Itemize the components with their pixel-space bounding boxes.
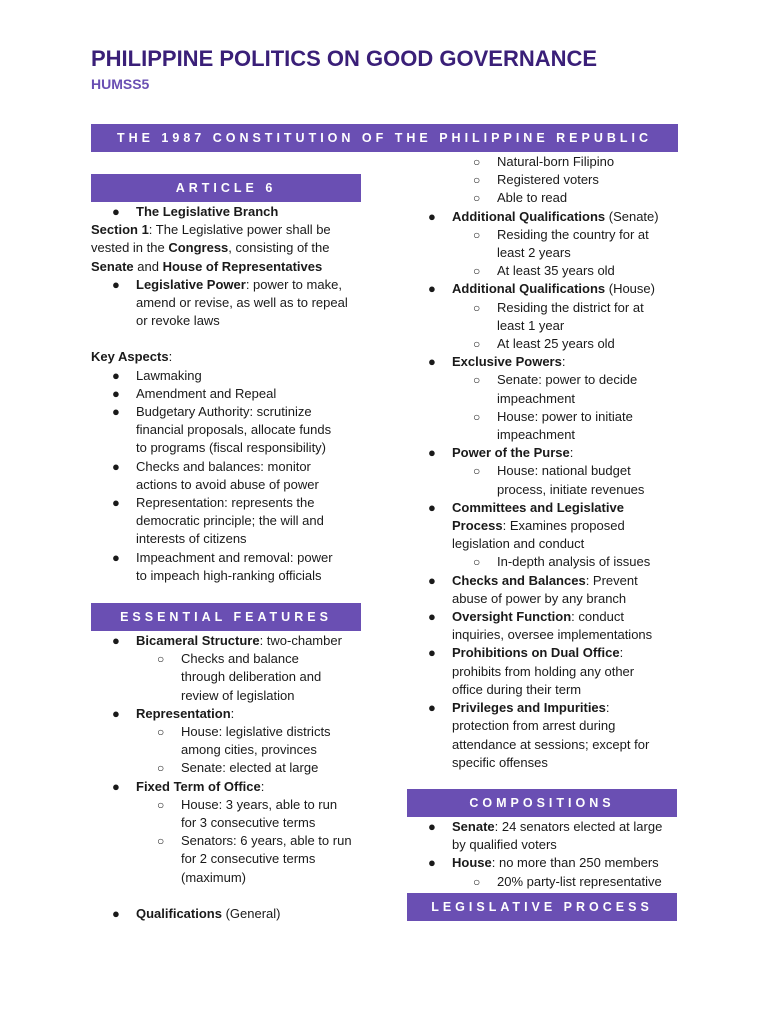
bullet-icon: ● bbox=[428, 819, 436, 834]
list-item: ● Committees and Legislative bbox=[407, 499, 707, 517]
list-item: ● Representation: represents the bbox=[91, 494, 381, 512]
sub-list-item: ○ Able to read bbox=[407, 189, 707, 207]
list-item: ● Power of the Purse: bbox=[407, 444, 707, 462]
sub-list-item: ○ House: national budget bbox=[407, 462, 707, 480]
list-item: ● Qualifications (General) bbox=[91, 905, 381, 923]
essential-features-banner: ESSENTIAL FEATURES bbox=[91, 603, 361, 631]
sub-list-item: ○ 20% party-list representative bbox=[407, 873, 707, 891]
section-1-text: Section 1: The Legislative power shall be bbox=[91, 222, 331, 238]
list-item: ● Representation: bbox=[91, 705, 381, 723]
bullet-icon: ● bbox=[112, 404, 120, 420]
sub-list-item: ○ House: power to initiate bbox=[407, 408, 707, 426]
sub-list-item: ○ Senators: 6 years, able to run bbox=[91, 832, 381, 850]
constitution-banner: THE 1987 CONSTITUTION OF THE PHILIPPINE REPUBLIC bbox=[91, 124, 678, 152]
list-item: ● Legislative Power: power to make, bbox=[91, 276, 381, 294]
circle-bullet-icon: ○ bbox=[473, 264, 481, 279]
sub-list-item: ○ Residing the district for at bbox=[407, 299, 707, 317]
bullet-icon: ● bbox=[112, 276, 120, 292]
bullet-icon: ● bbox=[112, 495, 120, 511]
list-item: ● Checks and balances: monitor bbox=[91, 458, 381, 476]
circle-bullet-icon: ○ bbox=[473, 874, 481, 889]
list-item: ● House: no more than 250 members bbox=[407, 854, 707, 872]
bullet-icon: ● bbox=[428, 855, 436, 871]
circle-bullet-icon: ○ bbox=[473, 409, 481, 424]
list-item: ● Privileges and Impurities: bbox=[407, 699, 707, 717]
list-item: ● Bicameral Structure: two-chamber bbox=[91, 632, 381, 650]
circle-bullet-icon: ○ bbox=[157, 834, 165, 849]
list-item: ● Budgetary Authority: scrutinize bbox=[91, 403, 381, 421]
circle-bullet-icon: ○ bbox=[473, 300, 481, 315]
bullet-icon: ● bbox=[112, 905, 120, 921]
circle-bullet-icon: ○ bbox=[157, 761, 165, 776]
list-item: ● Fixed Term of Office: bbox=[91, 778, 381, 796]
bullet-icon: ● bbox=[112, 549, 120, 565]
sub-list-item: ○ House: 3 years, able to run bbox=[91, 796, 381, 814]
sub-list-item: ○ Senate: elected at large bbox=[91, 759, 381, 777]
circle-bullet-icon: ○ bbox=[157, 652, 165, 667]
sub-list-item: ○ In-depth analysis of issues bbox=[407, 553, 707, 571]
list-item: ● Oversight Function: conduct bbox=[407, 608, 707, 626]
essential-features-list: ● Bicameral Structure: two-chamber ○ Checks and balance through deliberation and review of legislation ● Representation: ○ House: legislative districts among cities, provinces ○ Senate: elected at large ● Fixed Term of Office: ○ House: 3 years, able to run for 3 consecutive terms ○ Senators: 6 years, able to run for 2 consecutive terms (maximum) ● Qualifications (General) bbox=[91, 632, 381, 923]
bullet-icon: ● bbox=[112, 633, 120, 648]
list-item: ● Checks and Balances: Prevent bbox=[407, 572, 707, 590]
circle-bullet-icon: ○ bbox=[473, 373, 481, 388]
list-item: ● Prohibitions on Dual Office: bbox=[407, 644, 707, 662]
sub-list-item: ○ At least 25 years old bbox=[407, 335, 707, 353]
sub-list-item: ○ Senate: power to decide bbox=[407, 371, 707, 389]
bullet-icon: ● bbox=[112, 385, 120, 401]
circle-bullet-icon: ○ bbox=[473, 227, 481, 242]
page-title: PHILIPPINE POLITICS ON GOOD GOVERNANCE bbox=[91, 46, 598, 71]
bullet-icon: ● bbox=[112, 705, 120, 721]
list-item: ● Additional Qualifications (Senate) bbox=[407, 208, 707, 226]
bullet-icon: ● bbox=[428, 572, 436, 588]
bullet-icon: ● bbox=[428, 354, 436, 370]
sub-list-item: ○ House: legislative districts bbox=[91, 723, 381, 741]
sub-list-item: ○ Natural-born Filipino bbox=[407, 153, 707, 171]
sub-list-item: ○ At least 35 years old bbox=[407, 262, 707, 280]
compositions-banner: COMPOSITIONS bbox=[407, 789, 677, 817]
article-6-banner: ARTICLE 6 bbox=[91, 174, 361, 202]
bullet-icon: ● bbox=[112, 458, 120, 474]
circle-bullet-icon: ○ bbox=[473, 173, 481, 188]
sub-list-item: ○ Residing the country for at bbox=[407, 226, 707, 244]
circle-bullet-icon: ○ bbox=[157, 797, 165, 812]
list-item: ● Impeachment and removal: power bbox=[91, 549, 381, 567]
list-item: ● Exclusive Powers: bbox=[407, 353, 707, 371]
list-item: ● The Legislative Branch bbox=[91, 203, 381, 221]
list-item: ● Lawmaking bbox=[91, 367, 381, 385]
bullet-icon: ● bbox=[428, 609, 436, 625]
circle-bullet-icon: ○ bbox=[157, 725, 165, 740]
list-item: ● Senate: 24 senators elected at large bbox=[407, 818, 707, 836]
list-item: ● Additional Qualifications (House) bbox=[407, 280, 707, 298]
circle-bullet-icon: ○ bbox=[473, 191, 481, 206]
list-item: ● Amendment and Repeal bbox=[91, 385, 381, 403]
bullet-icon: ● bbox=[428, 281, 436, 297]
bullet-icon: ● bbox=[428, 645, 436, 661]
sub-list-item: ○ Registered voters bbox=[407, 171, 707, 189]
left-column: ● The Legislative Branch Section 1: The Legislative power shall be vested in the Congress, consisting of the Senate and House of Representatives ● Legislative Power: power to make, amend or revise, as well as to repeal or revoke laws Key Aspects: ● Lawmaking ● Amendment and Repeal ● Budgetary Authority: scrutinize financial proposals, allocate funds to programs (fiscal responsibility) ● Checks and balances: monitor actions to avoid abuse of power ● Representation: represents the democratic principle; the will and interests of citizens ● Impeachment and removal: power to impeach high-ranking officials bbox=[91, 203, 381, 585]
legislative-process-banner: LEGISLATIVE PROCESS bbox=[407, 893, 677, 921]
sub-list-item: ○ Checks and balance bbox=[91, 650, 381, 668]
compositions-list: ● Senate: 24 senators elected at large by qualified voters ● House: no more than 250 members ○ 20% party-list representative bbox=[407, 818, 707, 891]
bullet-icon: ● bbox=[112, 778, 120, 794]
right-column: ○ Natural-born Filipino ○ Registered voters ○ Able to read ● Additional Qualifications (Senate) ○ Residing the country for at least 2 years ○ At least 35 years old ● Additional Qualifications (House) ○ Residing the district for at least 1 year ○ At least 25 years old ● Exclusive Powers: ○ Senate: power to decide impeachment ○ House: power to initiate impeachment ● Power of the Purse: ○ House: national budget process, initiate revenues ● Committees and Legislative Process: Examines proposed legislation and conduct ○ In-depth analysis of issues ● Checks and Balances: Prevent abuse of power by any branch ● Oversight Function: conduct inquiries, oversee implementations ● Prohibitions on Dual Office: prohibits from holding any other office during their term ● Privileges and Impurities: protection from arrest during attendance at sessions; except for specific offenses bbox=[407, 153, 707, 772]
bullet-icon: ● bbox=[428, 499, 436, 515]
circle-bullet-icon: ○ bbox=[473, 464, 481, 479]
bullet-icon: ● bbox=[112, 204, 120, 219]
key-aspects-heading: Key Aspects: bbox=[91, 349, 173, 365]
page-subtitle: HUMSS5 bbox=[91, 76, 150, 92]
bullet-icon: ● bbox=[428, 700, 436, 716]
bullet-icon: ● bbox=[112, 367, 120, 383]
bullet-icon: ● bbox=[428, 208, 436, 224]
circle-bullet-icon: ○ bbox=[473, 155, 481, 169]
bullet-icon: ● bbox=[428, 445, 436, 461]
circle-bullet-icon: ○ bbox=[473, 555, 481, 570]
circle-bullet-icon: ○ bbox=[473, 337, 481, 352]
